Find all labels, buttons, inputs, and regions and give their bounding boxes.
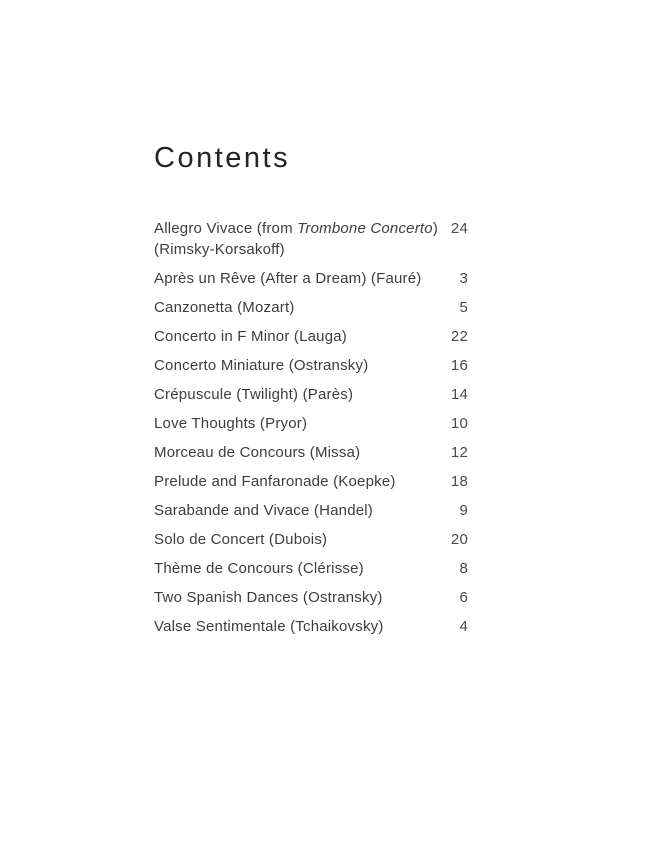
toc-title-text: Allegro Vivace (from: [154, 220, 298, 237]
toc-entry: [154, 500, 468, 521]
toc-entry: [154, 558, 468, 579]
toc-entry-title: Concerto Miniature (Ostransky): [154, 357, 369, 374]
toc-entry: [154, 218, 468, 260]
toc-entry-page: 14: [450, 386, 468, 403]
toc-entry-page: 22: [450, 328, 468, 345]
toc-entry-page: 18: [450, 473, 468, 490]
toc-entry: [154, 442, 468, 463]
toc-entry: [154, 297, 468, 318]
toc-entry-page: 3: [459, 270, 468, 287]
toc-entry: [154, 529, 468, 550]
toc-entry: [154, 355, 468, 376]
toc-entry: [154, 587, 468, 608]
toc-entry: [154, 616, 468, 637]
toc-entry-page: 6: [459, 589, 468, 606]
toc-entry-title: Morceau de Concours (Missa): [154, 444, 361, 461]
toc-list: [154, 218, 468, 637]
toc-entry: [154, 268, 468, 289]
page-title: Contents: [154, 142, 291, 174]
toc-entry-title: Thème de Concours (Clérisse): [154, 560, 364, 577]
toc-entry-page: 16: [450, 357, 468, 374]
toc-entry-title: Prelude and Fanfaronade (Koepke): [154, 473, 396, 490]
toc-entry-title: Après un Rêve (After a Dream) (Fauré): [154, 270, 422, 287]
toc-title-italic: Trombone Concerto: [297, 220, 433, 237]
toc-entry-title: Love Thoughts (Pryor): [154, 415, 308, 432]
toc-entry-title: Two Spanish Dances (Ostransky): [154, 589, 383, 606]
toc-entry-title: Concerto in F Minor (Lauga): [154, 328, 347, 345]
toc-entry-page: 4: [459, 618, 468, 635]
toc-entry: [154, 413, 468, 434]
toc-entry-page: 10: [450, 415, 468, 432]
toc-entry-page: 24: [450, 220, 468, 237]
toc-entry-title: Canzonetta (Mozart): [154, 299, 295, 316]
toc-entry: [154, 326, 468, 347]
toc-entry-page: 9: [459, 502, 468, 519]
toc-entry-page: 5: [459, 299, 468, 316]
toc-entry: [154, 471, 468, 492]
toc-entry-composer: (Rimsky-Korsakoff): [154, 241, 285, 258]
toc-entry-title: Crépuscule (Twilight) (Parès): [154, 386, 354, 403]
toc-entry-title: Solo de Concert (Dubois): [154, 531, 328, 548]
toc-entry-title: [154, 218, 439, 260]
toc-entry-page: 8: [459, 560, 468, 577]
toc-title-text: ): [432, 220, 439, 237]
toc-entry-title: Valse Sentimentale (Tchaikovsky): [154, 618, 384, 635]
toc-entry-page: 12: [450, 444, 468, 461]
toc-entry-page: 20: [450, 531, 468, 548]
toc-entry: [154, 384, 468, 405]
toc-entry-title: Sarabande and Vivace (Handel): [154, 502, 374, 519]
